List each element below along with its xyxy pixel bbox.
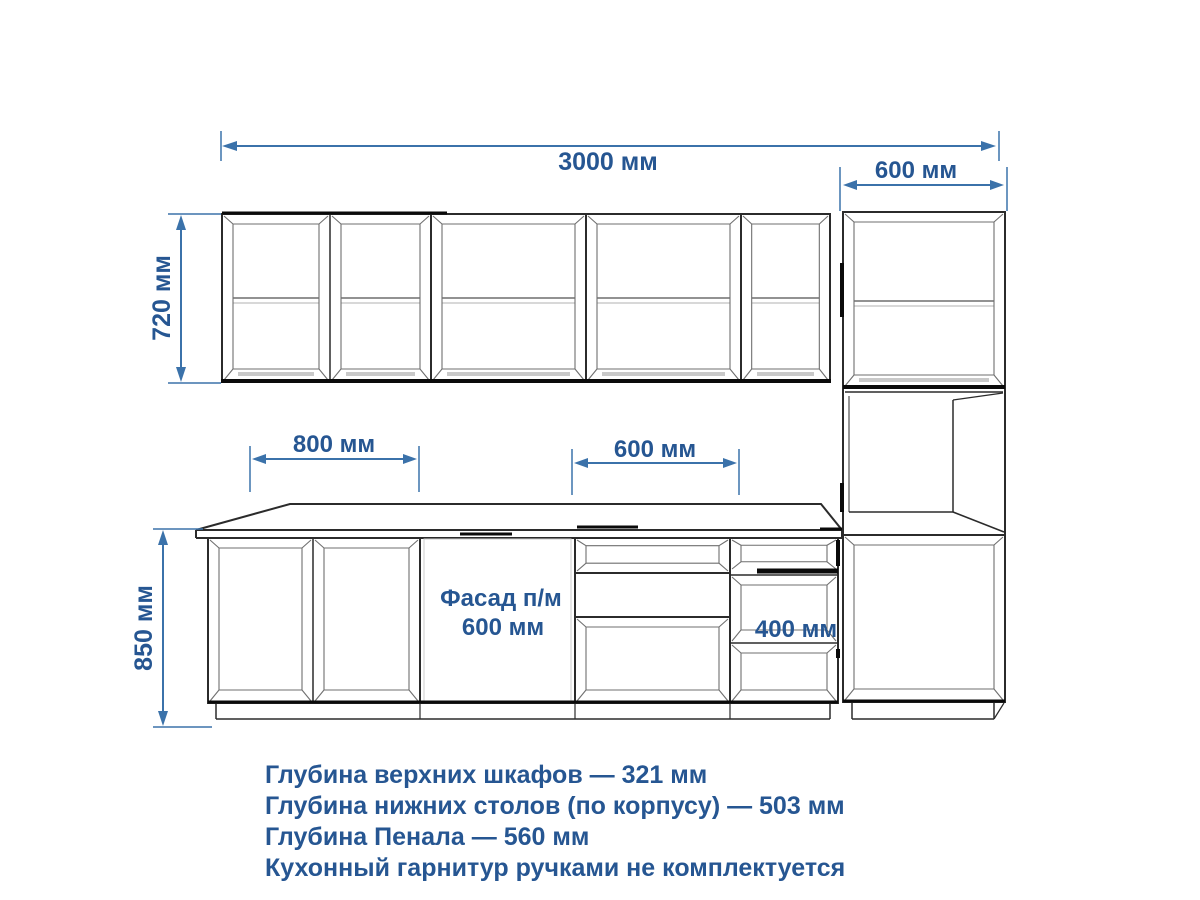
facade-label-line2: 600 мм	[461, 614, 545, 641]
door-gap-shadow	[447, 372, 570, 376]
dim-label-total-width: 3000 мм	[558, 148, 658, 176]
door-gap-shadow	[238, 372, 314, 376]
door-gap-shadow	[346, 372, 415, 376]
cabinet-structure	[196, 212, 1005, 719]
dim-label-tall-unit-width: 600 мм	[874, 157, 958, 184]
note-upper-depth: Глубина верхних шкафов — 321 мм	[265, 761, 708, 789]
door-gap-shadow	[602, 372, 725, 376]
dim-label-upper-height: 720 мм	[148, 255, 176, 341]
tall-unit	[843, 212, 1005, 702]
dim-label-base-800: 800 мм	[292, 431, 376, 458]
dim-label-base-600: 600 мм	[613, 436, 697, 463]
note-no-handles: Кухонный гарнитур ручками не комплектуется	[265, 854, 846, 882]
dim-label-drawer-400: 400 мм	[754, 616, 838, 643]
door-gap-shadow	[859, 378, 989, 382]
note-tall-unit-depth: Глубина Пенала — 560 мм	[265, 823, 590, 851]
countertop-top	[196, 504, 842, 530]
note-base-depth: Глубина нижних столов (по корпусу) — 503 мм	[265, 792, 845, 820]
facade-label-line1: Фасад п/м	[440, 585, 562, 612]
tall-unit-plinth-slant	[994, 703, 1004, 719]
dim-label-base-height: 850 мм	[130, 585, 158, 671]
door-gap-shadow	[757, 372, 814, 376]
